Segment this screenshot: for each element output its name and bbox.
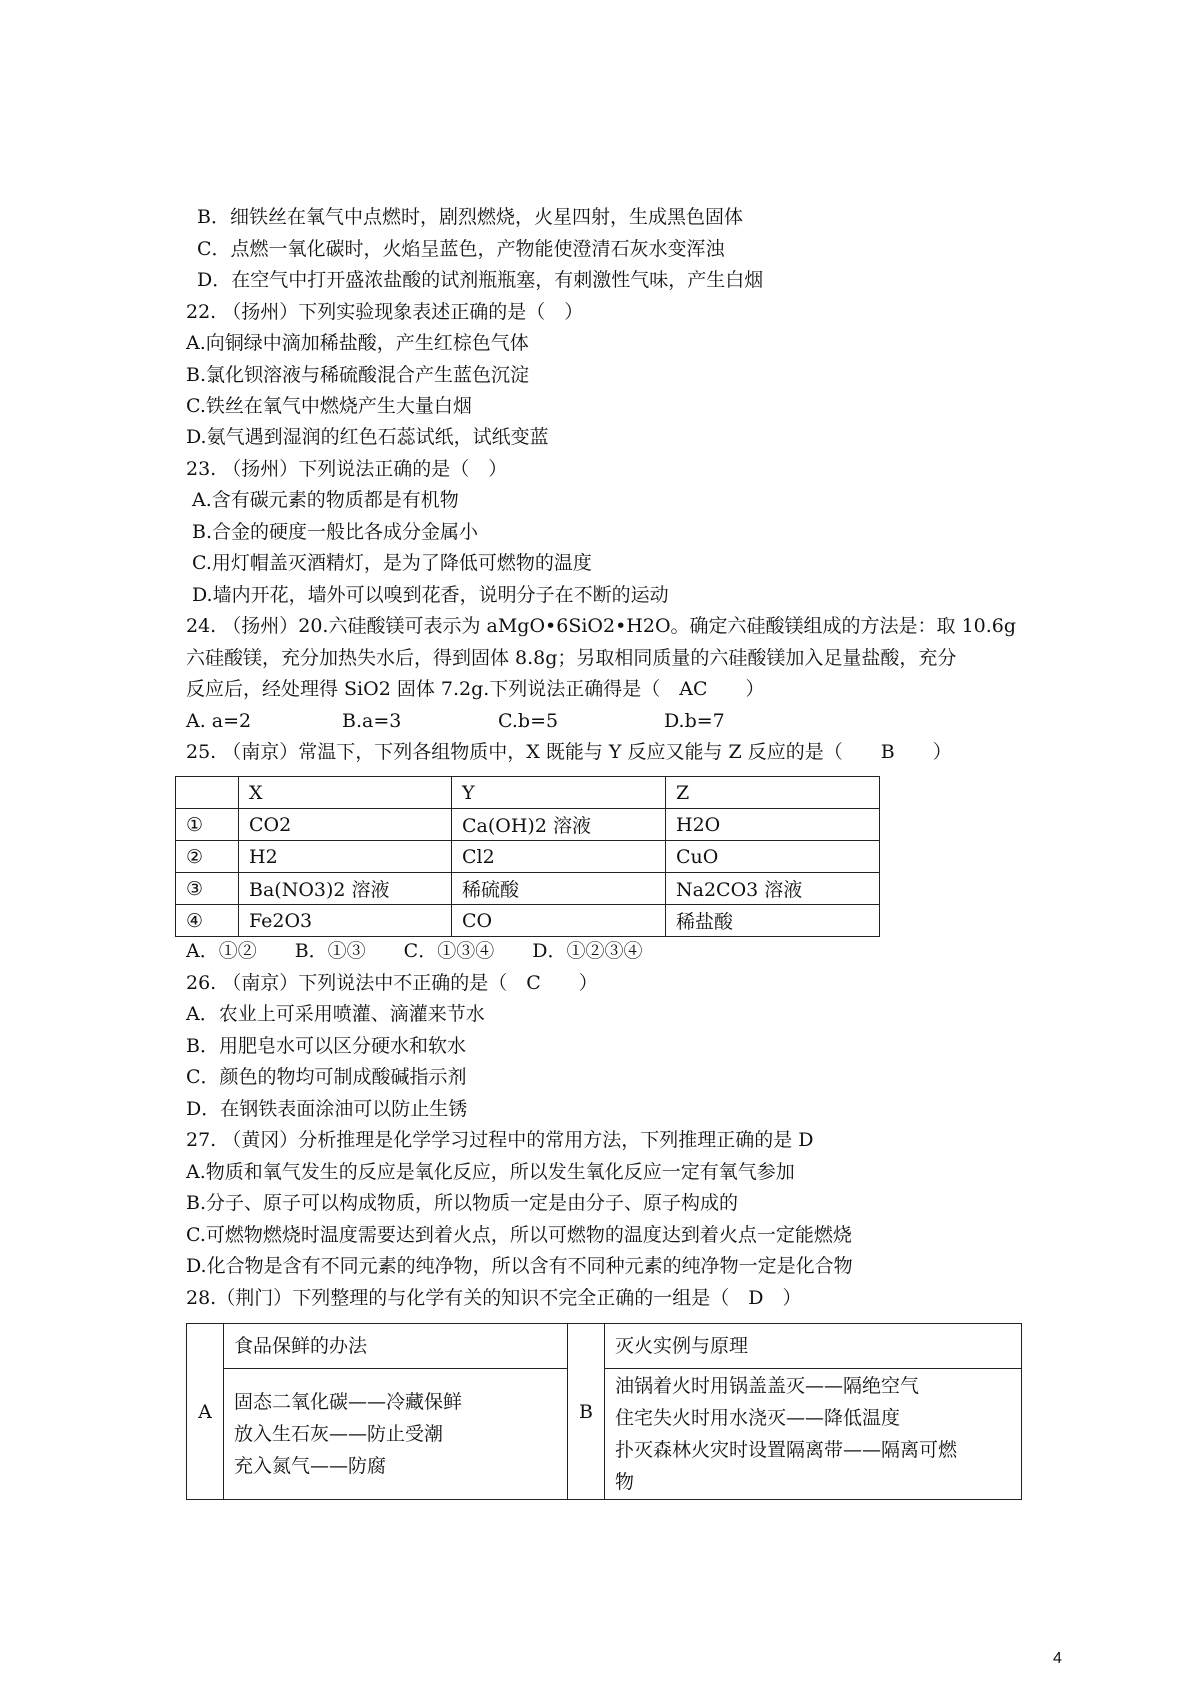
question-25: 25. （南京）常温下，下列各组物质中，X 既能与 Y 反应又能与 Z 反应的是（ B ） bbox=[186, 741, 952, 763]
q27-option-b: B.分子、原子可以构成物质，所以物质一定是由分子、原子构成的 bbox=[186, 1192, 739, 1214]
table-header-row bbox=[176, 777, 880, 809]
table-row bbox=[176, 841, 880, 873]
q26-option-c: C．颜色的物均可制成酸碱指示剂 bbox=[186, 1066, 467, 1088]
table-cell: 稀盐酸 bbox=[666, 905, 880, 937]
q21-option-b: B．细铁丝在氧气中点燃时，剧烈燃烧，火星四射，生成黑色固体 bbox=[197, 206, 743, 228]
question-26: 26. （南京）下列说法中不正确的是（ C ） bbox=[186, 972, 598, 994]
q22-option-a: A.向铜绿中滴加稀盐酸，产生红棕色气体 bbox=[186, 332, 529, 354]
q26-option-d: D．在钢铁表面涂油可以防止生锈 bbox=[186, 1098, 468, 1120]
table-header-x: X bbox=[239, 777, 452, 809]
table-cell: CO2 bbox=[239, 809, 452, 841]
table-cell: Ba(NO3)2 溶液 bbox=[239, 873, 452, 905]
table-header-z: Z bbox=[666, 777, 880, 809]
table-cell-b-items bbox=[605, 1369, 1022, 1500]
table-cell: ③ bbox=[176, 873, 239, 905]
table-row bbox=[176, 809, 880, 841]
page-number: 4 bbox=[1053, 1650, 1062, 1667]
table-cell: Ca(OH)2 溶液 bbox=[452, 809, 666, 841]
question-24-line-3: 反应后，经处理得 SiO2 固体 7.2g.下列说法正确得是（ AC ） bbox=[186, 678, 765, 700]
question-24-line-1: 24. （扬州）20.六硅酸镁可表示为 aMgO•6SiO2•H2O。确定六硅酸镁组成的方法是：取 10.6g bbox=[186, 615, 1017, 637]
q25-options: A．①② B．①③ C．①③④ D．①②③④ bbox=[186, 940, 643, 962]
q27-option-c: C.可燃物燃烧时温度需要达到着火点，所以可燃物的温度达到着火点一定能燃烧 bbox=[186, 1224, 852, 1246]
table-cell bbox=[176, 777, 239, 809]
table-cell: ④ bbox=[176, 905, 239, 937]
q28-table bbox=[186, 1323, 1022, 1500]
q22-option-c: C.铁丝在氧气中燃烧产生大量白烟 bbox=[186, 395, 472, 417]
q23-option-b: B.合金的硬度一般比各成分金属小 bbox=[192, 521, 479, 543]
q24-option-a: A. a=2 bbox=[186, 710, 252, 732]
table-row bbox=[187, 1369, 1022, 1500]
question-22: 22. （扬州）下列实验现象表述正确的是（ ） bbox=[186, 301, 584, 323]
table-row bbox=[176, 873, 880, 905]
q27-option-a: A.物质和氧气发生的反应是氧化反应，所以发生氧化反应一定有氧气参加 bbox=[186, 1161, 795, 1183]
q24-options bbox=[186, 709, 725, 733]
table-row bbox=[176, 905, 880, 937]
table-cell-b-label: B bbox=[568, 1324, 605, 1500]
table-cell: Fe2O3 bbox=[239, 905, 452, 937]
table-cell: H2 bbox=[239, 841, 452, 873]
table-row bbox=[187, 1324, 1022, 1369]
table-cell-a-items bbox=[224, 1369, 568, 1500]
q23-option-a: A.含有碳元素的物质都是有机物 bbox=[192, 489, 459, 511]
question-28: 28.（荆门）下列整理的与化学有关的知识不完全正确的一组是（ D ） bbox=[186, 1287, 802, 1309]
q23-option-d: D.墙内开花，墙外可以嗅到花香，说明分子在不断的运动 bbox=[192, 584, 669, 606]
q26-option-b: B．用肥皂水可以区分硬水和软水 bbox=[186, 1035, 466, 1057]
list-item: 住宅失火时用水浇灭——降低温度 bbox=[615, 1407, 901, 1429]
list-item: 放入生石灰——防止受潮 bbox=[234, 1423, 444, 1445]
q25-table bbox=[175, 776, 880, 937]
q22-option-b: B.氯化钡溶液与稀硫酸混合产生蓝色沉淀 bbox=[186, 364, 530, 386]
q26-option-a: A．农业上可采用喷灌、滴灌来节水 bbox=[186, 1003, 485, 1025]
table-header-y: Y bbox=[452, 777, 666, 809]
table-cell-b-title: 灭火实例与原理 bbox=[605, 1324, 1022, 1369]
table-cell: CuO bbox=[666, 841, 880, 873]
question-27: 27. （黄冈）分析推理是化学学习过程中的常用方法，下列推理正确的是 D bbox=[186, 1129, 814, 1151]
table-cell: ② bbox=[176, 841, 239, 873]
table-cell: H2O bbox=[666, 809, 880, 841]
q21-option-c: C．点燃一氧化碳时，火焰呈蓝色，产物能使澄清石灰水变浑浊 bbox=[197, 238, 725, 260]
list-item: 扑灭森林火灾时设置隔离带——隔离可燃 bbox=[615, 1439, 958, 1461]
list-item: 物 bbox=[615, 1471, 635, 1493]
q21-option-d: D．在空气中打开盛浓盐酸的试剂瓶瓶塞，有刺激性气味，产生白烟 bbox=[197, 269, 764, 291]
q24-option-c: C.b=5 bbox=[498, 710, 559, 732]
q24-option-b: B.a=3 bbox=[342, 710, 402, 732]
table-cell: CO bbox=[452, 905, 666, 937]
q22-option-d: D.氨气遇到湿润的红色石蕊试纸，试纸变蓝 bbox=[186, 426, 549, 448]
question-24-line-2: 六硅酸镁，充分加热失水后，得到固体 8.8g；另取相同质量的六硅酸镁加入足量盐酸，充分 bbox=[186, 647, 957, 669]
q23-option-c: C.用灯帽盖灭酒精灯，是为了降低可燃物的温度 bbox=[192, 552, 592, 574]
table-cell-a-title: 食品保鲜的办法 bbox=[224, 1324, 568, 1369]
table-cell-a-label: A bbox=[187, 1324, 224, 1500]
list-item: 油锅着火时用锅盖盖灭——隔绝空气 bbox=[615, 1375, 920, 1397]
table-cell: Na2CO3 溶液 bbox=[666, 873, 880, 905]
table-cell: ① bbox=[176, 809, 239, 841]
table-cell: 稀硫酸 bbox=[452, 873, 666, 905]
list-item: 固态二氧化碳——冷藏保鲜 bbox=[234, 1391, 463, 1413]
list-item: 充入氮气——防腐 bbox=[234, 1455, 387, 1477]
question-23: 23. （扬州）下列说法正确的是（ ） bbox=[186, 458, 508, 480]
table-cell: Cl2 bbox=[452, 841, 666, 873]
q24-option-d: D.b=7 bbox=[664, 710, 725, 732]
q27-option-d: D.化合物是含有不同元素的纯净物，所以含有不同种元素的纯净物一定是化合物 bbox=[186, 1255, 853, 1277]
